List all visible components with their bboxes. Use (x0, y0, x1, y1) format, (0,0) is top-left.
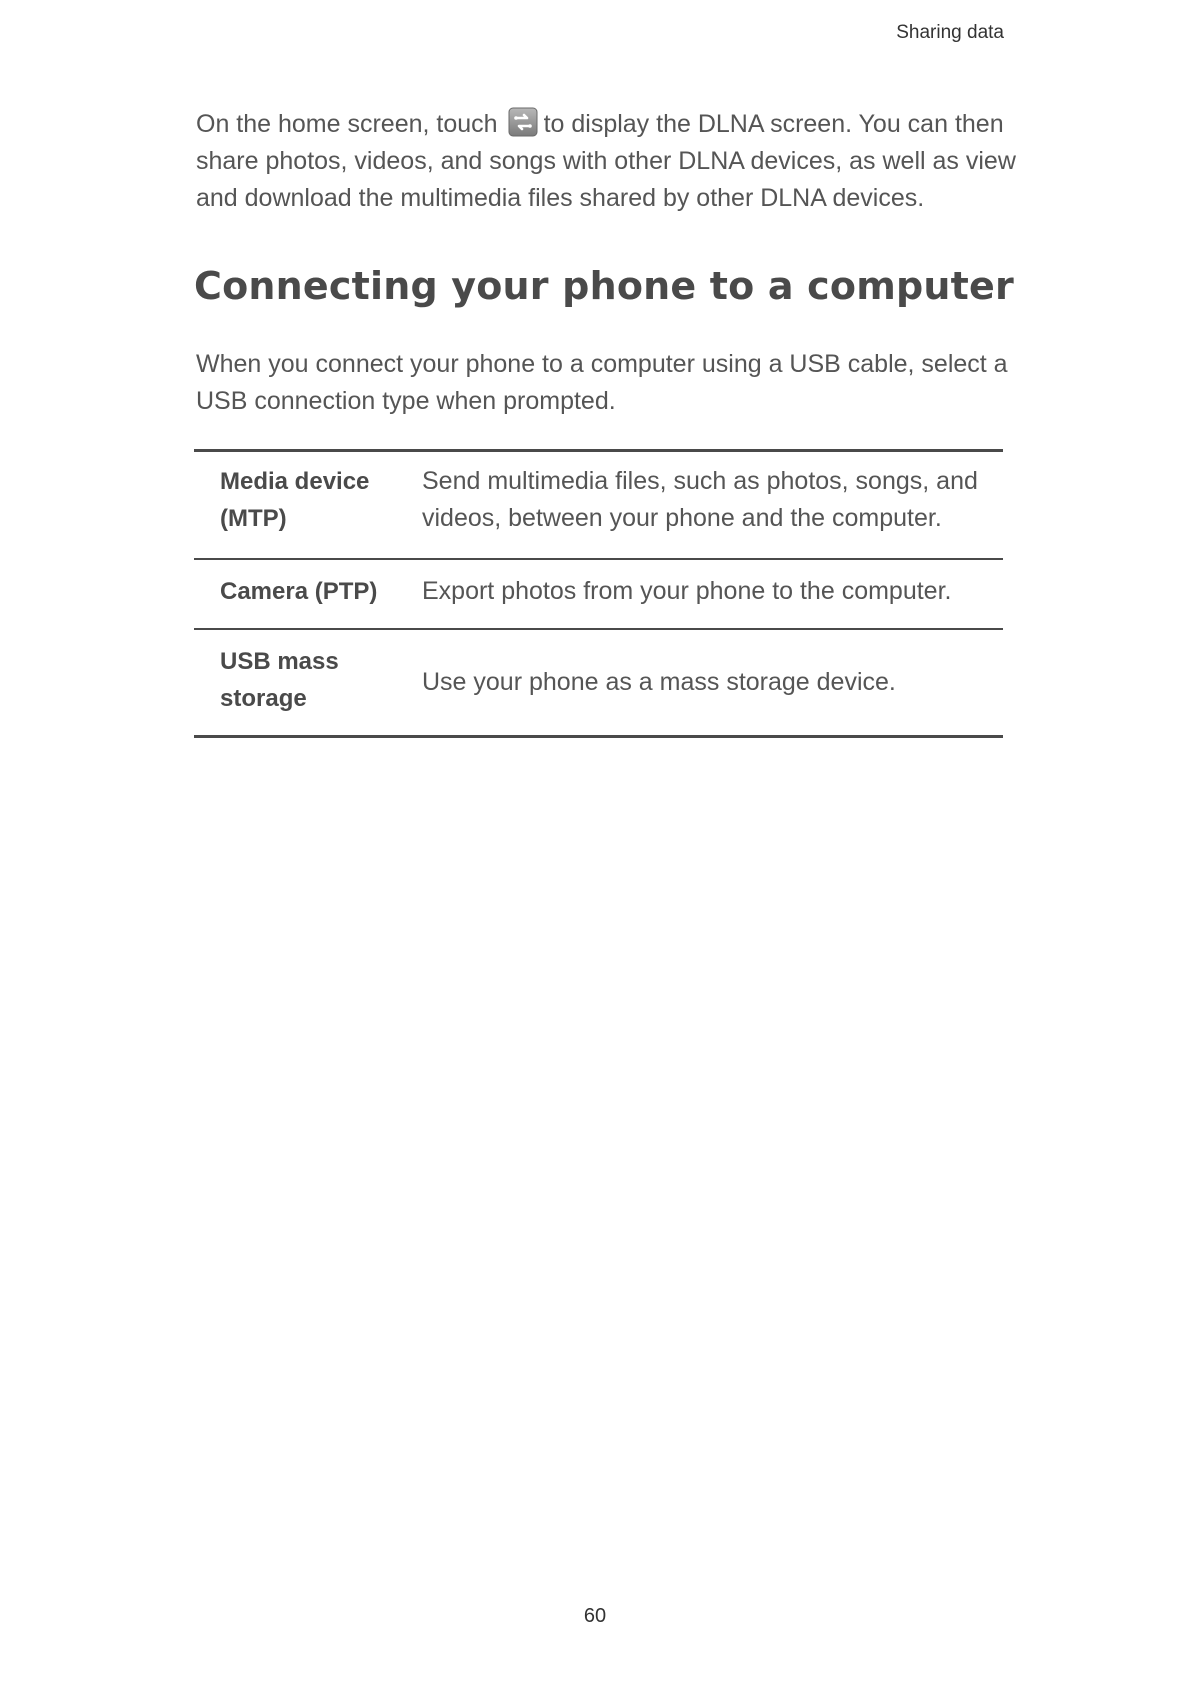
intro-text-before-icon: On the home screen, touch (196, 110, 498, 138)
section-text: When you connect your phone to a computer using a USB cable, select a USB connection type when prompted. (196, 350, 1008, 415)
table-row (194, 630, 1003, 738)
usb-type-description: Send multimedia files, such as photos, songs, and videos, between your phone and the computer. (422, 467, 978, 532)
dlna-icon (508, 107, 538, 137)
intro-text-after-icon: to display the DLNA screen. You can then share photos, videos, and songs with other DLNA devices, as well as view and download the multimedia files shared by other DLNA devices. (196, 110, 1016, 212)
page-number: 60 (583, 1605, 607, 1627)
running-header: Sharing data (896, 22, 1004, 43)
usb-type-description: Use your phone as a mass storage device. (422, 668, 896, 696)
usb-type-term: Media device (MTP) (220, 468, 370, 532)
table-row (194, 452, 1003, 560)
section-heading: Connecting your phone to a computer (194, 264, 1014, 308)
intro-paragraph (196, 106, 1016, 217)
usb-connection-table (194, 449, 1003, 738)
usb-type-term: USB mass storage (220, 648, 339, 712)
usb-type-term: Camera (PTP) (220, 578, 378, 605)
usb-type-description: Export photos from your phone to the computer. (422, 577, 952, 605)
table-row (194, 560, 1003, 630)
